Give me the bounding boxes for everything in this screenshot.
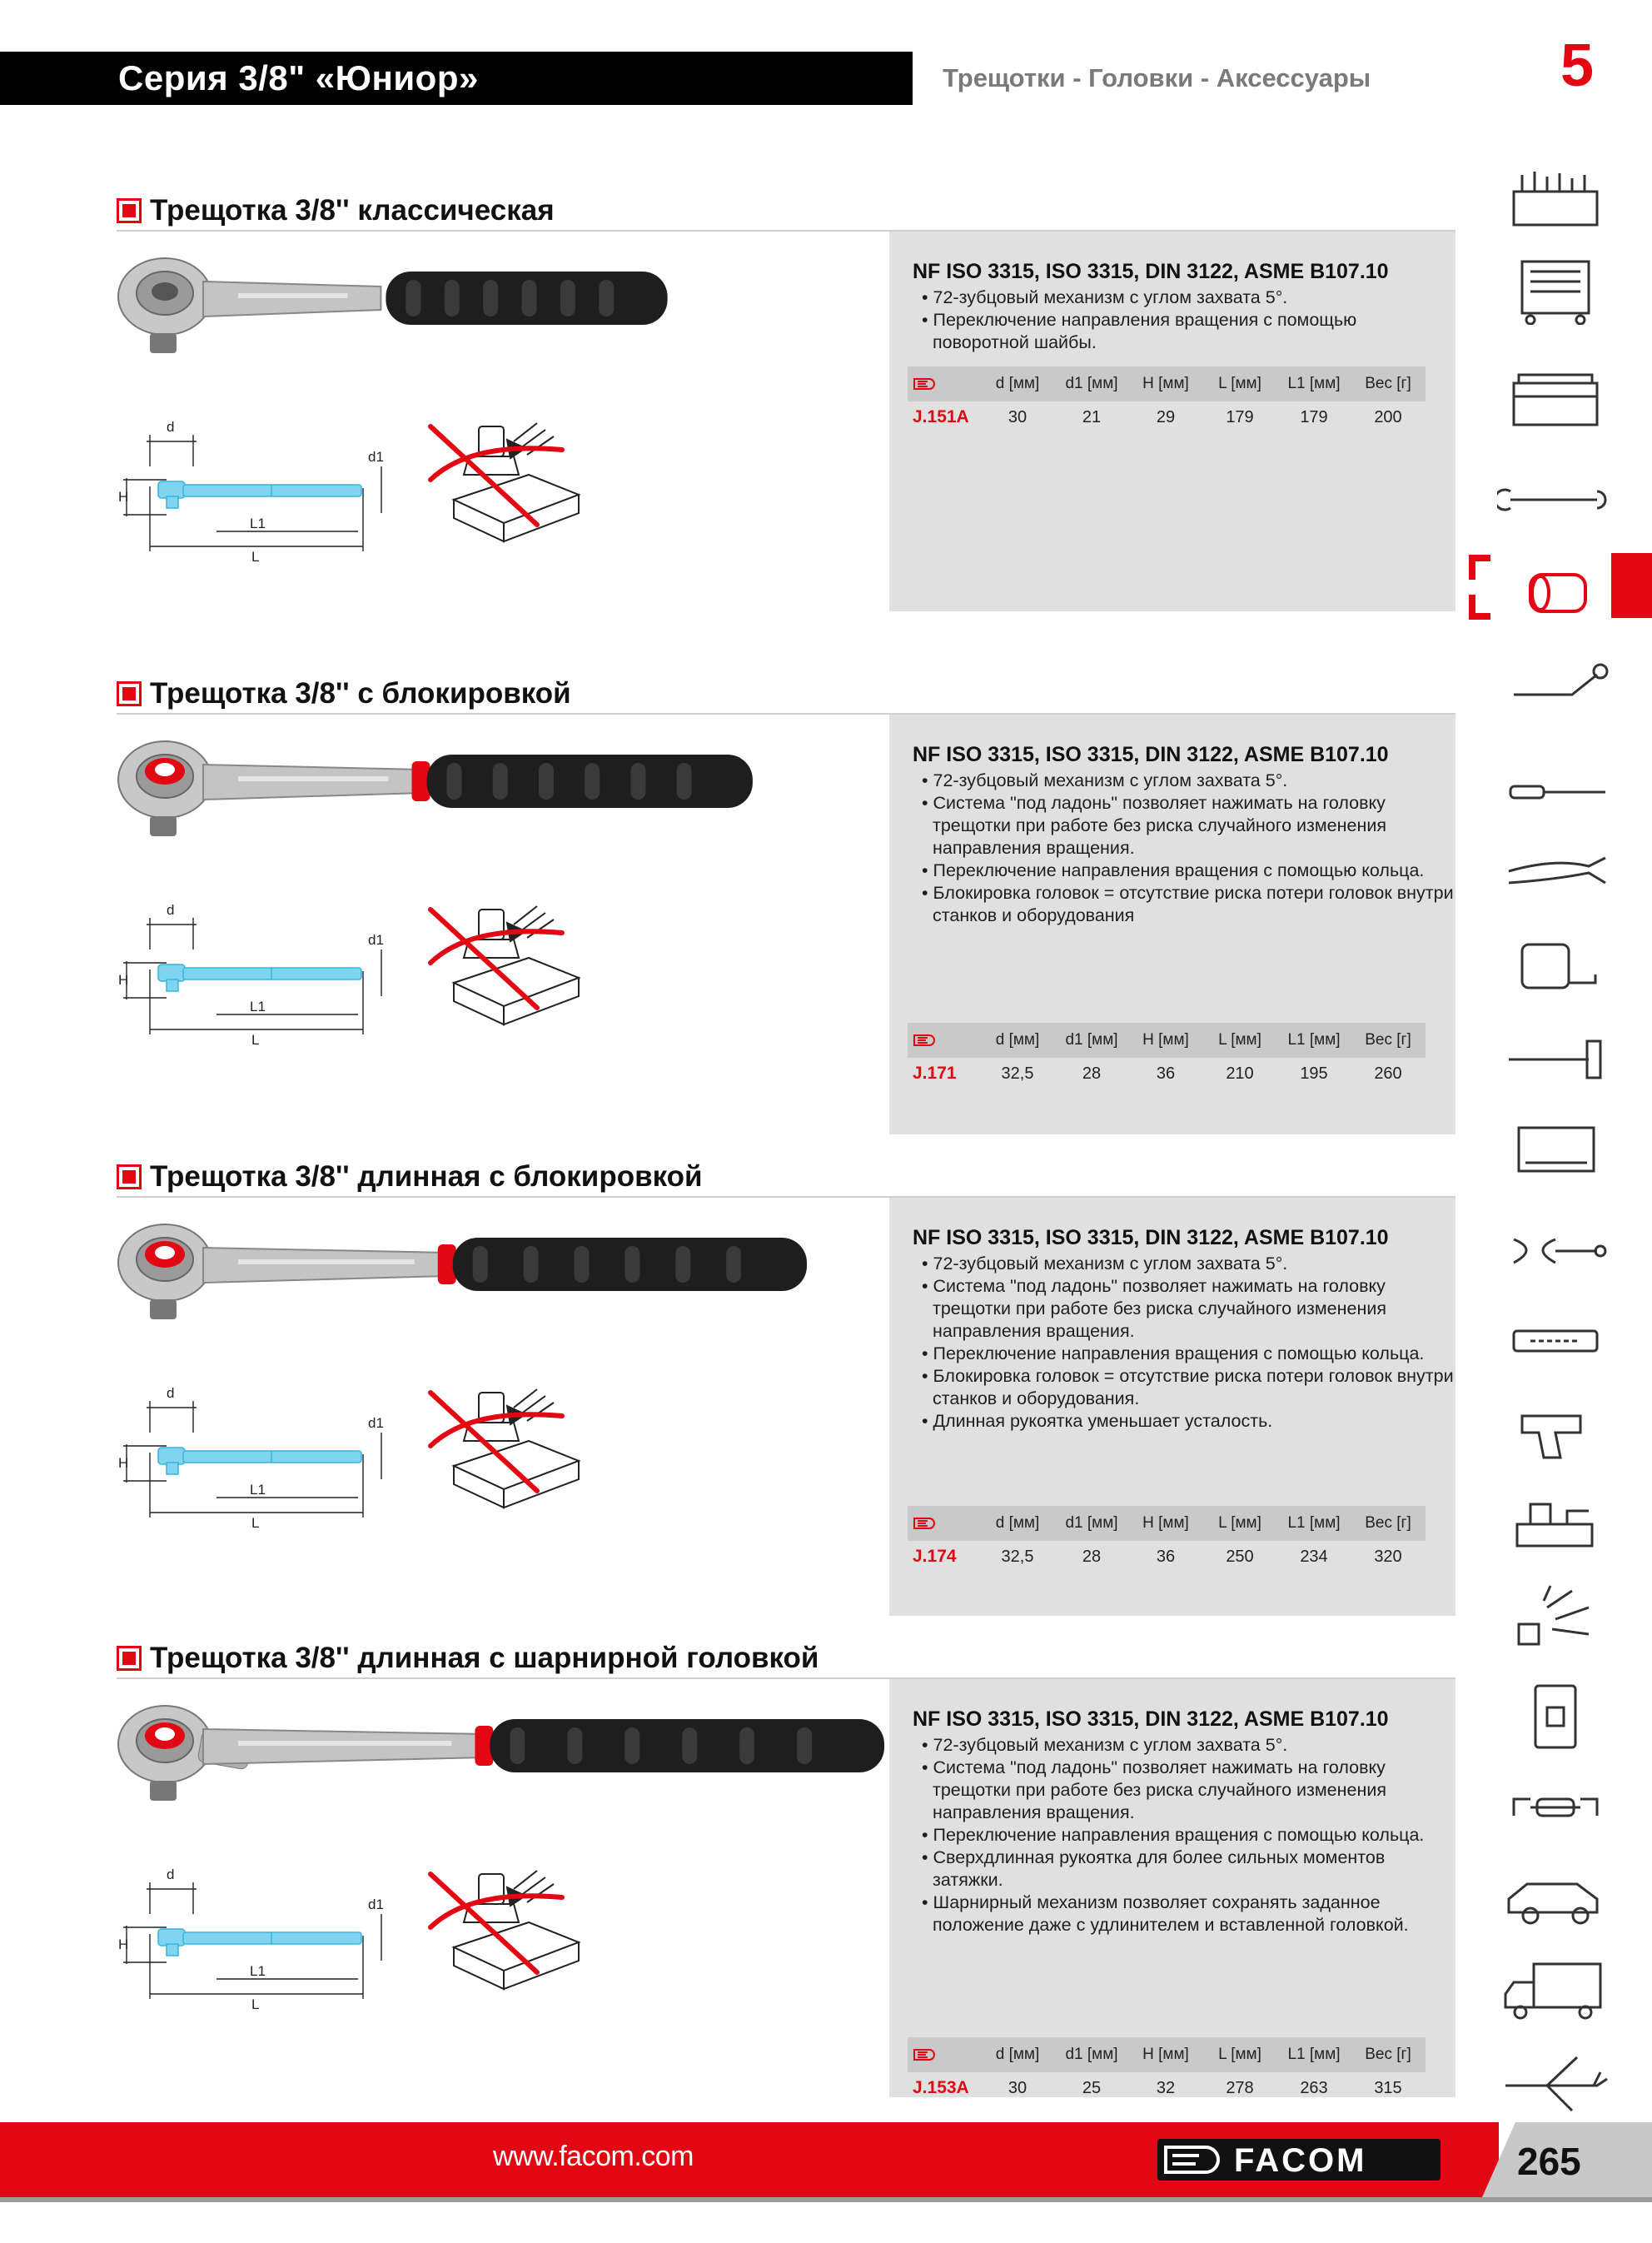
feature-item: • Шарнирный механизм позволяет сохранять заданное положение даже с удлинителем и вставленной головкой.: [913, 1892, 1454, 1936]
column-header: d1 [мм]: [1065, 1031, 1118, 1049]
impact-wrench-icon[interactable]: [1497, 1399, 1614, 1466]
table-header: [908, 366, 1426, 401]
product-reference[interactable]: J.171: [913, 1064, 957, 1083]
chapter-tab[interactable]: [1611, 553, 1652, 618]
feature-list: [913, 1253, 1454, 1433]
facom-logo-icon: [913, 2048, 936, 2061]
feature-item: • 72-зубцовый механизм с углом захвата 5°.: [913, 770, 1454, 792]
column-header: H [мм]: [1142, 1031, 1189, 1049]
spec-panel: [889, 1198, 1455, 1616]
svg-text:d: d: [167, 902, 175, 918]
tape-measure-icon[interactable]: [1497, 933, 1614, 999]
product-section-3: [0, 1158, 1465, 1626]
column-header: d1 [мм]: [1065, 2046, 1118, 2063]
spec-panel: [889, 715, 1455, 1134]
svg-text:L: L: [251, 1515, 260, 1531]
chapter-number: 5: [1560, 32, 1595, 99]
table-row[interactable]: [908, 1541, 1426, 1574]
table-header: [908, 2037, 1426, 2072]
column-header: Вес [г]: [1365, 2046, 1411, 2063]
feature-item: • Сверхдлинная рукоятка для более сильных моментов затяжки.: [913, 1847, 1454, 1892]
column-header: d [мм]: [995, 375, 1040, 392]
table-cell-d: 30: [1008, 408, 1028, 426]
svg-text:L: L: [251, 1032, 260, 1048]
table-cell-H: 36: [1156, 1064, 1176, 1083]
ratchet-image: [113, 1682, 888, 1812]
column-header: L1 [мм]: [1287, 1031, 1341, 1049]
table-cell-d: 32,5: [1001, 1064, 1034, 1083]
footer-shadow: [0, 2197, 1652, 2202]
dimension-diagram: [117, 891, 616, 1058]
section-title: Трещотка 3/8'' длинная с блокировкой: [150, 1160, 703, 1193]
feature-item: • Переключение направления вращения с помощью кольца.: [913, 860, 1454, 882]
hacksaw-icon[interactable]: [1497, 1116, 1614, 1183]
table-cell-L1: 234: [1300, 1548, 1328, 1566]
wrench-icon[interactable]: [1497, 466, 1614, 533]
product-reference[interactable]: J.151A: [913, 407, 969, 426]
spec-table: [908, 1506, 1426, 1574]
svg-text:L1: L1: [250, 1482, 266, 1498]
puller-icon[interactable]: [1497, 1216, 1614, 1283]
svg-text:L: L: [251, 1996, 260, 2012]
svg-text:d: d: [167, 419, 175, 435]
feature-item: • Переключение направления вращения с помощью кольца.: [913, 1343, 1454, 1365]
tester-icon[interactable]: [1497, 1308, 1614, 1374]
table-cell-d: 30: [1008, 2079, 1028, 2097]
spec-panel: [889, 1679, 1455, 2097]
table-header: [908, 1023, 1426, 1058]
table-cell-L1: 263: [1300, 2079, 1328, 2097]
feature-list: [913, 770, 1454, 927]
section-title: Трещотка 3/8'' классическая: [150, 194, 555, 227]
table-cell-L: 179: [1226, 408, 1254, 426]
column-header: L1 [мм]: [1287, 375, 1341, 392]
svg-text:d1: d1: [368, 932, 384, 948]
table-cell-d1: 25: [1082, 2079, 1102, 2097]
safety-icon[interactable]: [1497, 1583, 1614, 1649]
tool-box-icon[interactable]: [1497, 366, 1614, 433]
column-header: d [мм]: [995, 1031, 1040, 1049]
table-row[interactable]: [908, 1058, 1426, 1091]
column-header: L1 [мм]: [1287, 1514, 1341, 1532]
feature-item: • 72-зубцовый механизм с углом захвата 5°.: [913, 287, 1454, 309]
table-cell-H: 32: [1156, 2079, 1176, 2097]
ratchet-icon[interactable]: [1497, 658, 1614, 725]
header-subtitle: Трещотки - Головки - Аксессуары: [943, 63, 1371, 92]
table-cell-L: 278: [1226, 2079, 1254, 2097]
facom-logo-icon: [913, 1034, 936, 1047]
facom-logo-icon: [913, 377, 936, 391]
table-header: [908, 1506, 1426, 1541]
column-header: H [мм]: [1142, 1514, 1189, 1532]
website-link[interactable]: www.facom.com: [493, 2141, 694, 2172]
svg-text:H: H: [118, 1936, 129, 1952]
svg-text:L: L: [251, 549, 260, 565]
feature-item: • Блокировка головок = отсутствие риска потери головок внутри станков и оборудования.: [913, 1365, 1454, 1410]
ratchet-image: [113, 718, 888, 848]
feature-item: • Переключение направления вращения с помощью поворотной шайбы.: [913, 309, 1454, 354]
standards-text: NF ISO 3315, ISO 3315, DIN 3122, ASME B107.10: [913, 1226, 1389, 1249]
feature-item: • Система "под ладонь" позволяет нажимать на головку трещотки при работе без риска случайного изменения направления вращения.: [913, 1757, 1454, 1824]
square-bullet-icon: [117, 1164, 142, 1189]
table-cell-L: 250: [1226, 1548, 1254, 1566]
table-row[interactable]: [908, 2072, 1426, 2106]
page-title: Серия 3/8" «Юниор»: [118, 58, 479, 97]
product-section-4: [0, 1639, 1465, 2107]
circuit-breaker-icon[interactable]: [1497, 1682, 1614, 1749]
table-cell-d1: 28: [1082, 1064, 1102, 1083]
product-section-1: [0, 192, 1465, 621]
svg-text:d1: d1: [368, 1897, 384, 1912]
svg-text:H: H: [118, 1455, 129, 1471]
feature-item: • Длинная рукоятка уменьшает усталость.: [913, 1410, 1454, 1433]
table-cell-d1: 28: [1082, 1548, 1102, 1566]
column-header: H [мм]: [1142, 375, 1189, 392]
spec-table: [908, 366, 1426, 435]
spec-table: [908, 1023, 1426, 1091]
feature-item: • Переключение направления вращения с помощью кольца.: [913, 1824, 1454, 1847]
table-cell-d1: 21: [1082, 408, 1102, 426]
section-heading: [117, 192, 555, 230]
section-title: Трещотка 3/8'' длинная с шарнирной головкой: [150, 1642, 819, 1674]
dimension-diagram: [117, 1374, 616, 1541]
ratchet-image: [113, 1201, 888, 1331]
feature-item: • Система "под ладонь" позволяет нажимать на головку трещотки при работе без риска случайного изменения направления вращения.: [913, 792, 1454, 860]
vise-icon[interactable]: [1497, 1491, 1614, 1558]
active-chapter-marker: [1467, 555, 1492, 620]
feature-list: [913, 1734, 1454, 1936]
socket-icon[interactable]: [1497, 558, 1614, 625]
column-header: d [мм]: [995, 2046, 1040, 2063]
section-heading: [117, 1639, 819, 1677]
svg-text:d1: d1: [368, 449, 384, 465]
svg-text:L1: L1: [250, 1963, 266, 1979]
column-header: L [мм]: [1218, 2046, 1261, 2063]
pliers-icon[interactable]: [1497, 841, 1614, 908]
section-heading: [117, 675, 571, 713]
table-cell-weight: 260: [1374, 1064, 1402, 1083]
facom-logo-icon: [913, 1517, 936, 1530]
brand-name: FACOM: [1234, 2142, 1367, 2179]
airplane-icon[interactable]: [1497, 2049, 1614, 2116]
table-cell-weight: 315: [1374, 2079, 1402, 2097]
product-reference[interactable]: J.153A: [913, 2078, 969, 2097]
column-header: H [мм]: [1142, 2046, 1189, 2063]
product-reference[interactable]: J.174: [913, 1547, 957, 1566]
column-header: d1 [мм]: [1065, 375, 1118, 392]
page-number: 265: [1517, 2140, 1581, 2183]
column-header: L [мм]: [1218, 1514, 1261, 1532]
table-cell-weight: 320: [1374, 1548, 1402, 1566]
table-cell-L1: 179: [1300, 408, 1328, 426]
header-bar: [0, 52, 913, 105]
svg-text:d: d: [167, 1385, 175, 1401]
table-cell-L1: 195: [1300, 1064, 1328, 1083]
column-header: d [мм]: [995, 1514, 1040, 1532]
spec-panel: [889, 232, 1455, 611]
feature-item: • Система "под ладонь" позволяет нажимать на головку трещотки при работе без риска случайного изменения направления вращения.: [913, 1275, 1454, 1343]
column-header: L [мм]: [1218, 375, 1261, 392]
standards-text: NF ISO 3315, ISO 3315, DIN 3122, ASME B107.10: [913, 743, 1389, 766]
square-bullet-icon: [117, 198, 142, 223]
screwdriver-icon[interactable]: [1497, 758, 1614, 825]
feature-item: • 72-зубцовый механизм с углом захвата 5°.: [913, 1734, 1454, 1757]
svg-text:H: H: [118, 489, 129, 505]
column-header: Вес [г]: [1365, 1514, 1411, 1532]
column-header: L [мм]: [1218, 1031, 1261, 1049]
svg-text:L1: L1: [250, 516, 266, 531]
svg-text:L1: L1: [250, 999, 266, 1014]
feature-item: • Блокировка головок = отсутствие риска потери головок внутри станков и оборудования: [913, 882, 1454, 927]
square-bullet-icon: [117, 681, 142, 706]
svg-text:d1: d1: [368, 1415, 384, 1431]
truck-icon[interactable]: [1497, 1957, 1614, 2024]
handle-icon[interactable]: [1497, 1774, 1614, 1841]
table-cell-L: 210: [1226, 1064, 1254, 1083]
table-row[interactable]: [908, 401, 1426, 435]
product-section-2: [0, 675, 1465, 1144]
table-cell-H: 36: [1156, 1548, 1176, 1566]
square-bullet-icon: [117, 1646, 142, 1671]
tool-cabinet-icon[interactable]: [1497, 167, 1614, 233]
table-cell-d: 32,5: [1001, 1548, 1034, 1566]
column-header: Вес [г]: [1365, 1031, 1411, 1049]
table-cell-weight: 200: [1374, 408, 1402, 426]
column-header: Вес [г]: [1365, 375, 1411, 392]
car-icon[interactable]: [1497, 1866, 1614, 1932]
standards-text: NF ISO 3315, ISO 3315, DIN 3122, ASME B107.10: [913, 260, 1389, 283]
ratchet-image: [113, 235, 888, 365]
column-header: d1 [мм]: [1065, 1514, 1118, 1532]
svg-text:H: H: [118, 972, 129, 988]
feature-item: • 72-зубцовый механизм с углом захвата 5°.: [913, 1253, 1454, 1275]
footer: [0, 2122, 1652, 2202]
dimension-diagram: [117, 408, 616, 575]
tool-trolley-icon[interactable]: [1497, 258, 1614, 325]
standards-text: NF ISO 3315, ISO 3315, DIN 3122, ASME B107.10: [913, 1707, 1389, 1731]
table-cell-H: 29: [1156, 408, 1176, 426]
hammer-icon[interactable]: [1497, 1024, 1614, 1091]
feature-list: [913, 287, 1454, 354]
column-header: L1 [мм]: [1287, 2046, 1341, 2063]
spec-table: [908, 2037, 1426, 2106]
dimension-diagram: [117, 1856, 616, 2022]
facom-logo: [1157, 2139, 1441, 2181]
section-heading: [117, 1158, 703, 1196]
svg-text:d: d: [167, 1867, 175, 1882]
section-title: Трещотка 3/8'' с блокировкой: [150, 677, 571, 710]
